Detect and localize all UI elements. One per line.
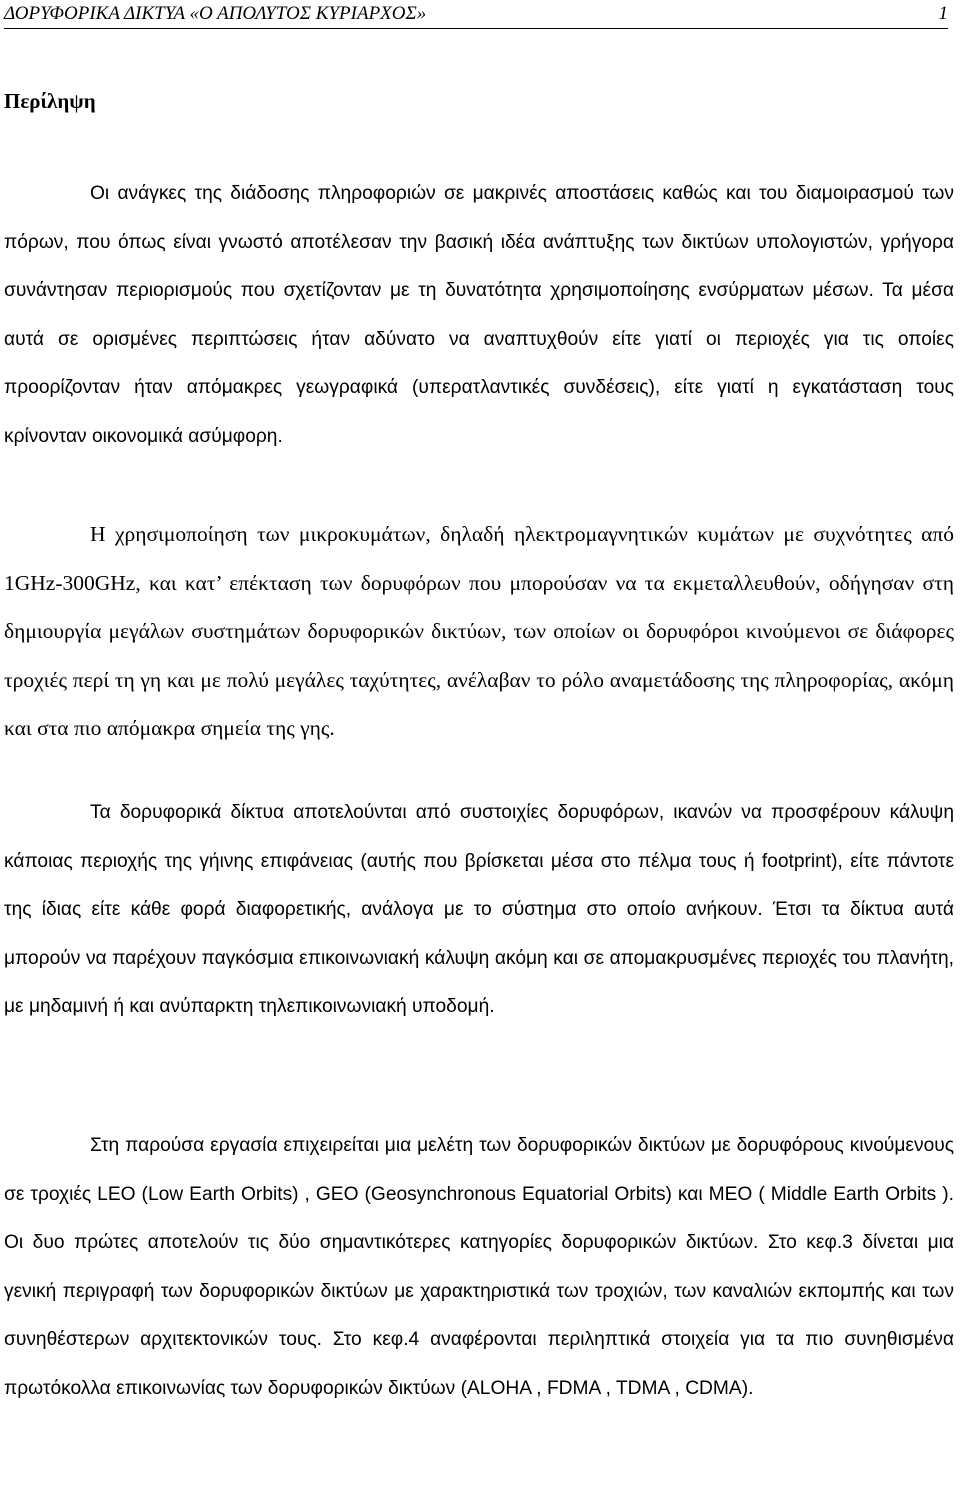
paragraph-microwaves: Η χρησιμοποίηση των μικροκυμάτων, δηλαδή ηλεκτρομαγνητικών κυμάτων με συχνότητες από 1GHz-300GHz, και κατ’ επέκταση των δορυφόρων που μπορούσαν να τα εκμεταλλευθούν, οδήγησαν στη δημιουργία μεγάλων συστημάτων δορυφορικών δικτύων, των οποίων οι δορυφόροι κινούμενοι σε διάφορες τροχιές περί τη γη και με πολύ μεγάλες ταχύτητες, ανέλαβαν το ρόλο αναμετάδοσης της πληροφορίας, ακόμη και στα πιο απόμακρα σημεία της γης.: [4, 522, 954, 741]
header-title: ΔΟΡΥΦΟΡΙΚΑ ΔΙΚΤΥΑ «Ο ΑΠΟΛΥΤΟΣ ΚΥΡΙΑΡΧΟΣ»: [4, 3, 427, 24]
page-number: 1: [938, 3, 948, 24]
paragraph-satellite-networks: Τα δορυφορικά δίκτυα αποτελούνται από συστοιχίες δορυφόρων, ικανών να προσφέρουν κάλυψη κάποιας περιοχής της γήινης επιφάνειας (αυτής που βρίσκεται μέσα στο πέλμα τους ή footprint), είτε πάντοτε της ίδιας είτε κάθε φορά διαφορετικής, ανάλογα με το σύστημα στο οποίο ανήκουν. Έτσι τα δίκτυα αυτά μπορούν να παρέχουν παγκόσμια επικοινωνιακή κάλυψη ακόμη και σε απομακρυσμένες περιοχές του πλανήτη, με μηδαμινή ή και ανύπαρκτη τηλεπικοινωνιακή υποδομή.: [4, 802, 954, 1018]
section-title: Περίληψη: [4, 89, 96, 113]
paragraph-intro: Οι ανάγκες της διάδοσης πληροφοριών σε μακρινές αποστάσεις καθώς και του διαμοιρασμού των πόρων, που όπως είναι γνωστό αποτέλεσαν την βασική ιδέα ανάπτυξης των δικτύων υπολογιστών, γρήγορα συνάντησαν περιορισμούς που σχετίζονταν με τη δυνατότητα χρησιμοποίησης ενσύρματων μέσων. Τα μέσα αυτά σε ορισμένες περιπτώσεις ήταν αδύνατο να αναπτυχθούν είτε γιατί οι περιοχές για τις οποίες προορίζονταν ήταν απόμακρες γεωγραφικά (υπερατλαντικές συνδέσεις), είτε γιατί η εγκατάσταση τους κρίνονταν οικονομικά ασύμφορη.: [4, 183, 954, 447]
paragraph-study-scope: Στη παρούσα εργασία επιχειρείται μια μελέτη των δορυφορικών δικτύων με δορυφόρους κινούμενους σε τροχιές LEO (Low Earth Orbits) , GEO (Geosynchronous Equatorial Orbits) και MEO ( Middle Earth Orbits ). Οι δυο πρώτες αποτελούν τις δύο σημαντικότερες κατηγορίες δορυφορικών δικτύων. Στο κεφ.3 δίνεται μια γενική περιγραφή των δορυφορικών δικτύων με χαρακτηριστικά των τροχιών, των καναλιών εκπομπής και των συνηθέστερων αρχιτεκτονικών τους. Στο κεφ.4 αναφέρονται περιληπτικά στοιχεία για τα πιο συνηθισμένα πρωτόκολλα επικοινωνίας των δορυφορικών δικτύων (ALOHA , FDMA , TDMA , CDMA).: [4, 1135, 954, 1399]
running-header: [4, 2, 948, 29]
